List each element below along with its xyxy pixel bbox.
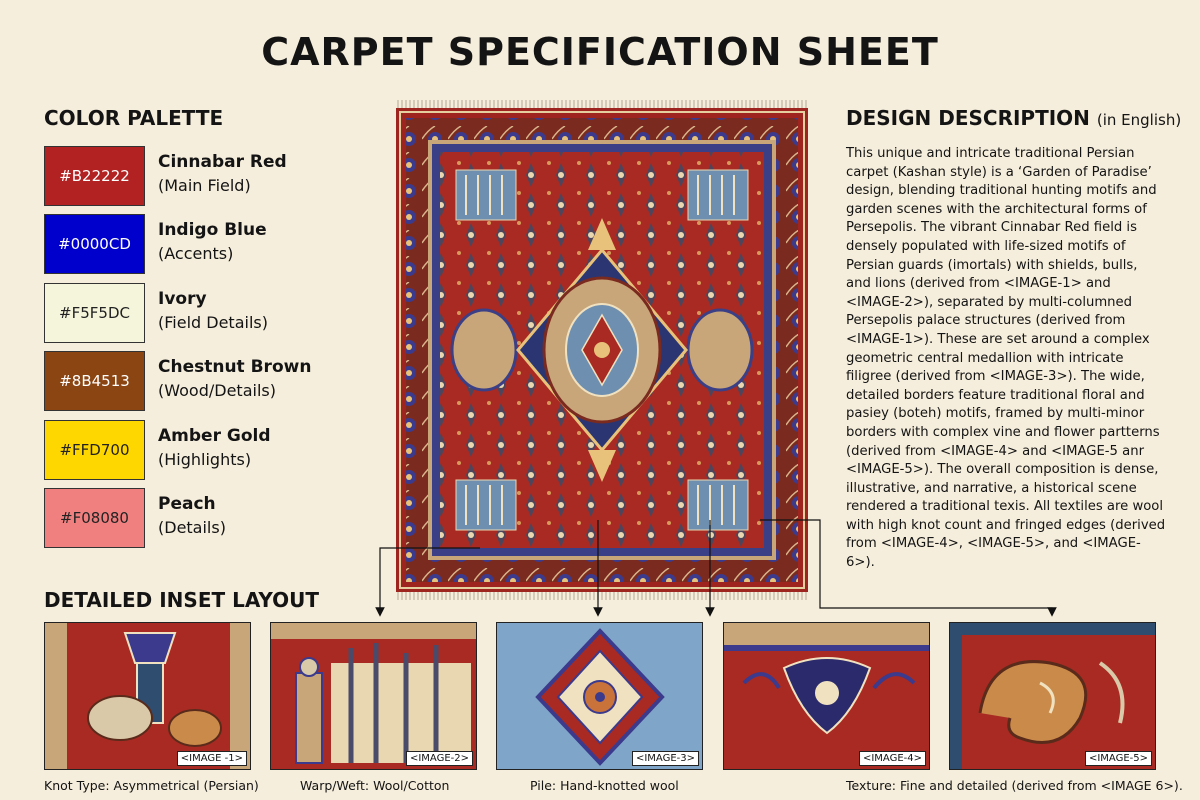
inset-tag: <IMAGE -1> (177, 751, 247, 766)
swatch-indigo-blue: #0000CD (44, 214, 145, 274)
description-text: This unique and intricate traditional Persian carpet (Kashan style) is a ‘Garden of Paradise’ design, blending traditional hunting motifs and garden scenes with the architectural forms of Persepolis. The vibrant Cinnabar Red field is densely populated with life-sized motifs of Persian guards (imortals) with shields, bulls, and lions (derived from <IMAGE-1> and <IMAGE-2>), separated by multi-columned Persepolis palace structures (derived from <IMAGE-1>). These are set around a complex geometric central medallion with intricate filigree (derived from <IMAGE-3>). The wide, detailed borders feature traditional floral and pasiey (boteh) motifs, framed by multi-minor borders with complex vine and flower partterns (derived from <IMAGE-4> and <IMAGE-5 anr <IMAGE-5>). The overall composition is dense, illustrative, and narrative, a historical scene rendered a traditional texis. All textiles are wool with high knot count and fringed edges (derived from <IMAGE-4>, <IMAGE-5>, and <IMAGE-6>). (846, 146, 1166, 571)
inset-tag: <IMAGE-3> (632, 751, 699, 766)
color-name: Amber Gold (158, 426, 271, 446)
inset-5-art (950, 623, 1156, 770)
inset-caption-texture: Texture: Fine and detailed (derived from <IMAGE 6>). (846, 778, 1183, 793)
color-use: (Highlights) (158, 450, 252, 469)
color-use: (Details) (158, 518, 226, 537)
color-use: (Accents) (158, 244, 234, 263)
palette-row-amber-gold (44, 420, 374, 480)
inset-caption-pile: Pile: Hand-knotted wool (530, 778, 679, 793)
color-use: (Wood/Details) (158, 381, 276, 400)
page-title: CARPET SPECIFICATION SHEET (261, 30, 939, 74)
color-name: Peach (158, 494, 216, 514)
palette-heading: COLOR PALETTE (44, 106, 224, 130)
inset-tag: <IMAGE-4> (859, 751, 926, 766)
inset-heading: DETAILED INSET LAYOUT (44, 588, 320, 612)
inset-3-art (497, 623, 703, 770)
inset-caption-knot-type: Knot Type: Asymmetrical (Persian) (44, 778, 259, 793)
inset-image-3 (496, 622, 703, 770)
carpet-illustration (396, 100, 808, 600)
description-heading-sub: (in English) (1096, 111, 1182, 129)
palette-row-indigo-blue (44, 214, 374, 274)
swatch-ivory: #F5F5DC (44, 283, 145, 343)
color-name: Chestnut Brown (158, 357, 312, 377)
swatch-peach: #F08080 (44, 488, 145, 548)
inset-2-art (271, 623, 477, 770)
palette-row-cinnabar-red (44, 146, 374, 206)
color-name: Cinnabar Red (158, 152, 287, 172)
color-name: Ivory (158, 289, 207, 309)
color-name: Indigo Blue (158, 220, 267, 240)
inset-image-5 (949, 622, 1156, 770)
inset-image-2 (270, 622, 477, 770)
inset-1-art (45, 623, 251, 770)
palette-row-peach (44, 488, 374, 548)
color-use: (Field Details) (158, 313, 268, 332)
carpet-svg (396, 100, 808, 600)
inset-tag: <IMAGE-5> (1085, 751, 1152, 766)
inset-image-4 (723, 622, 930, 770)
color-use: (Main Field) (158, 176, 251, 195)
description-heading-title: DESIGN DESCRIPTION (846, 106, 1090, 130)
inset-image-1 (44, 622, 251, 770)
swatch-chestnut-brown: #8B4513 (44, 351, 145, 411)
palette-row-chestnut-brown (44, 351, 374, 411)
inset-4-art (724, 623, 930, 770)
description-heading (846, 106, 1181, 130)
palette-row-ivory (44, 283, 374, 343)
swatch-amber-gold: #FFD700 (44, 420, 145, 480)
swatch-cinnabar-red: #B22222 (44, 146, 145, 206)
inset-tag: <IMAGE-2> (406, 751, 473, 766)
inset-caption-warp-weft: Warp/Weft: Wool/Cotton (300, 778, 450, 793)
